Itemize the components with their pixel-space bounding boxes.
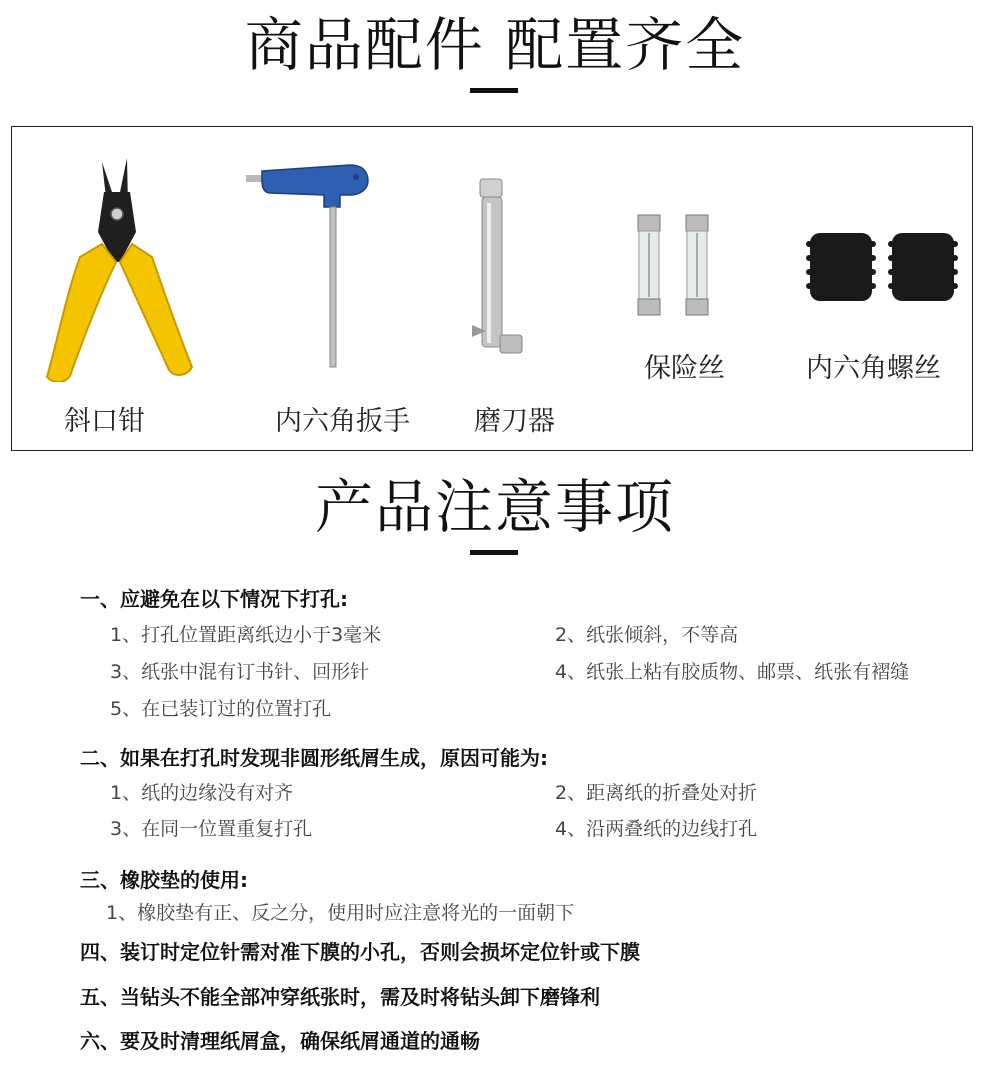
accessory-label-sharpener: 磨刀器 bbox=[474, 406, 555, 437]
notes-section-6-title: 六、要及时清理纸屑盒，确保纸屑通道的通畅 bbox=[80, 1029, 480, 1053]
notes-section-1-title: 一、应避免在以下情况下打孔: bbox=[80, 587, 348, 611]
notes-section-5-title: 五、当钻头不能全部冲穿纸张时，需及时将钻头卸下磨锋利 bbox=[80, 985, 600, 1009]
notes-section-2-item-4: 4、沿两叠纸的边线打孔 bbox=[555, 818, 758, 840]
diagonal-pliers-icon bbox=[32, 152, 202, 382]
hex-screw-icon bbox=[804, 227, 964, 307]
notes-title: 产品注意事项 bbox=[314, 473, 675, 541]
notes-section-2-title: 二、如果在打孔时发现非圆形纸屑生成，原因可能为: bbox=[80, 746, 548, 770]
notes-section-2-item-3: 3、在同一位置重复打孔 bbox=[110, 818, 313, 840]
notes-title-underline bbox=[470, 550, 518, 555]
fuse-icon bbox=[632, 211, 742, 321]
sharpener-icon bbox=[462, 175, 542, 365]
accessories-panel bbox=[11, 126, 973, 451]
notes-section-1-item-1: 1、打孔位置距离纸边小于3毫米 bbox=[110, 624, 382, 646]
notes-section-3-title: 三、橡胶垫的使用: bbox=[80, 868, 248, 892]
accessories-title: 商品配件 配置齐全 bbox=[244, 11, 746, 79]
notes-section-3-item-1: 1、橡胶垫有正、反之分，使用时应注意将光的一面朝下 bbox=[106, 902, 575, 924]
accessory-label-pliers: 斜口钳 bbox=[64, 406, 145, 437]
accessories-title-underline bbox=[470, 88, 518, 93]
notes-section-1-item-2: 2、纸张倾斜，不等高 bbox=[555, 624, 739, 646]
hex-key-icon bbox=[240, 157, 380, 377]
accessory-label-hex-screw: 内六角螺丝 bbox=[806, 353, 941, 384]
accessory-label-hex-key: 内六角扳手 bbox=[275, 406, 410, 437]
notes-section-1-item-5: 5、在已装订过的位置打孔 bbox=[110, 698, 332, 720]
notes-section-4-title: 四、装订时定位针需对准下膜的小孔，否则会损坏定位针或下膜 bbox=[80, 940, 640, 964]
accessory-label-fuse: 保险丝 bbox=[644, 353, 725, 384]
notes-section-2-item-2: 2、距离纸的折叠处对折 bbox=[555, 782, 758, 804]
notes-section-2-item-1: 1、纸的边缘没有对齐 bbox=[110, 782, 294, 804]
notes-section-1-item-3: 3、纸张中混有订书针、回形针 bbox=[110, 661, 370, 683]
notes-section-1-item-4: 4、纸张上粘有胶质物、邮票、纸张有褶缝 bbox=[555, 661, 910, 683]
